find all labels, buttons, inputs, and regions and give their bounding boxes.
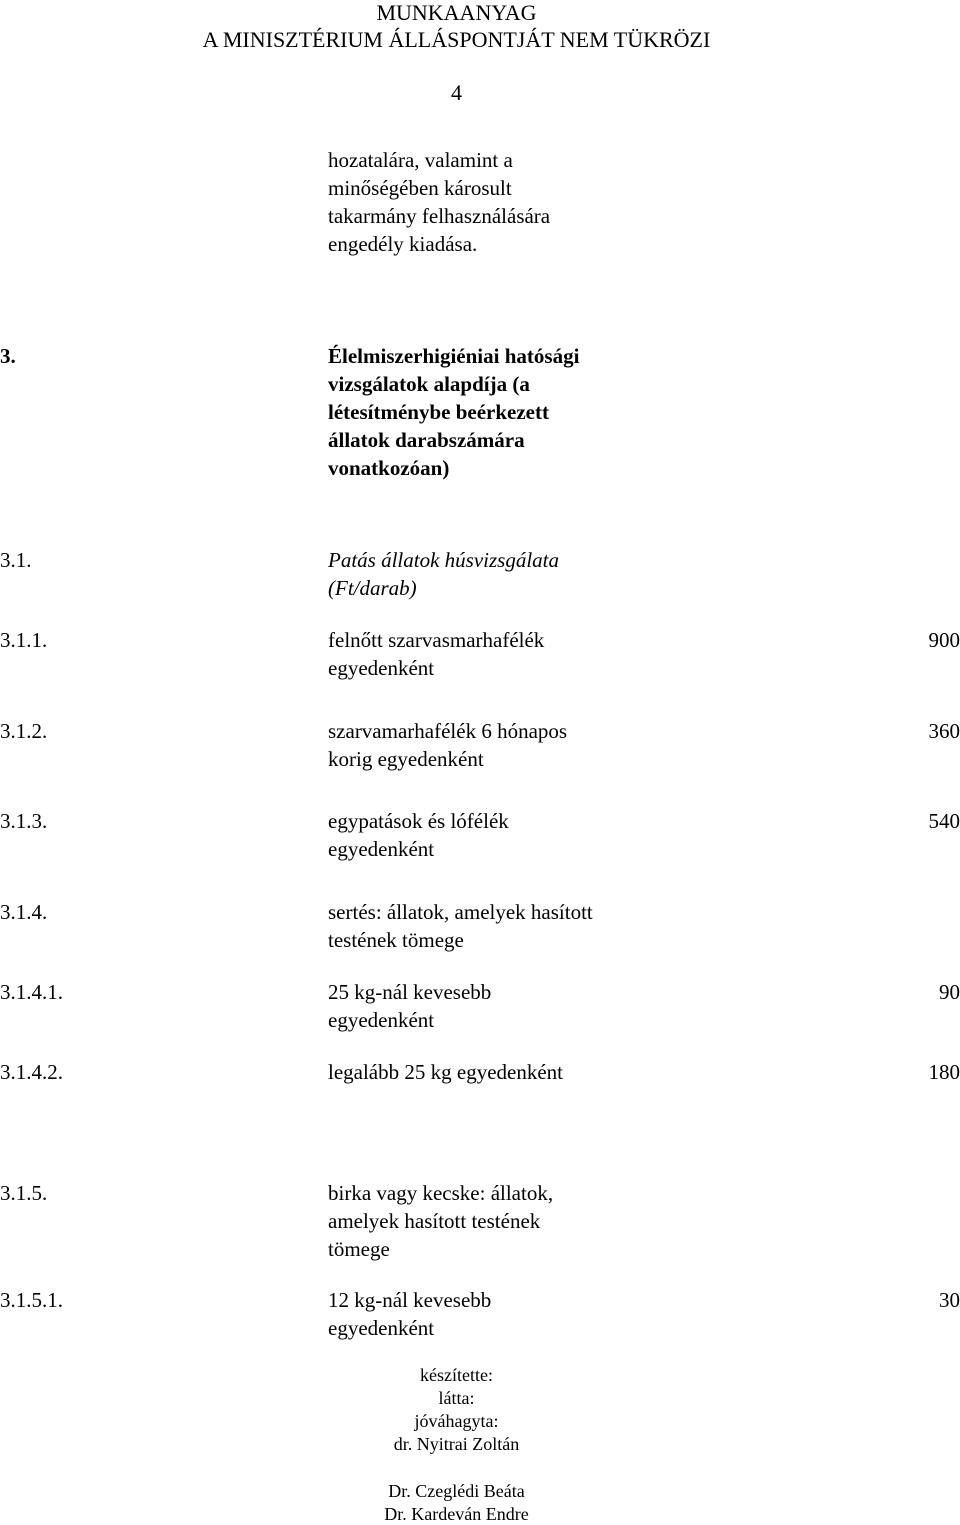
- row-fee: 180: [929, 1058, 960, 1086]
- footer-name-3: Dr. Kardeván Endre: [0, 1503, 913, 1525]
- row-fee: 900: [929, 626, 960, 654]
- row-description: birka vagy kecske: állatok, amelyek hasított testének tömege: [328, 1179, 553, 1263]
- watermark-header-line2: A MINISZTÉRIUM ÁLLÁSPONTJÁT NEM TÜKRÖZI: [0, 27, 913, 53]
- row-number: 3.1.5.1.: [0, 1286, 63, 1314]
- section-number: 3.: [0, 342, 16, 370]
- row-description: szarvamarhafélék 6 hónapos korig egyedenként: [328, 717, 567, 773]
- row-fee: 540: [929, 807, 960, 835]
- row-number: 3.1.4.: [0, 898, 47, 926]
- footer-name-1: dr. Nyitrai Zoltán: [0, 1433, 913, 1455]
- row-fee: 90: [939, 978, 960, 1006]
- row-description: legalább 25 kg egyedenként: [328, 1058, 563, 1086]
- subsection-title: Patás állatok húsvizsgálata (Ft/darab): [328, 546, 559, 602]
- row-description: 12 kg-nál kevesebb egyedenként: [328, 1286, 491, 1342]
- row-description: 25 kg-nál kevesebb egyedenként: [328, 978, 491, 1034]
- footer-name-2: Dr. Czeglédi Beáta: [0, 1480, 913, 1502]
- row-number: 3.1.4.1.: [0, 978, 63, 1006]
- row-number: 3.1.2.: [0, 717, 47, 745]
- row-fee: 360: [929, 717, 960, 745]
- subsection-number: 3.1.: [0, 546, 32, 574]
- page-number: 4: [0, 80, 913, 106]
- footer-seen-by: látta:: [0, 1387, 913, 1409]
- section-title: Élelmiszerhigiéniai hatósági vizsgálatok alapdíja (a létesítménybe beérkezett állatok darabszámára vonatkozóan): [328, 342, 579, 482]
- row-description: egypatások és lófélék egyedenként: [328, 807, 509, 863]
- row-description: felnőtt szarvasmarhafélék egyedenként: [328, 626, 544, 682]
- watermark-header-line1: MUNKAANYAG: [0, 0, 913, 26]
- footer-prepared-by: készítette:: [0, 1364, 913, 1386]
- row-fee: 30: [939, 1286, 960, 1314]
- row-description: sertés: állatok, amelyek hasított testének tömege: [328, 898, 593, 954]
- row-number: 3.1.3.: [0, 807, 47, 835]
- row-number: 3.1.1.: [0, 626, 47, 654]
- row-number: 3.1.5.: [0, 1179, 47, 1207]
- continuation-text: hozatalára, valamint a minőségében károsult takarmány felhasználására engedély kiadása.: [328, 146, 550, 258]
- row-number: 3.1.4.2.: [0, 1058, 63, 1086]
- footer-approved-by: jóváhagyta:: [0, 1410, 913, 1432]
